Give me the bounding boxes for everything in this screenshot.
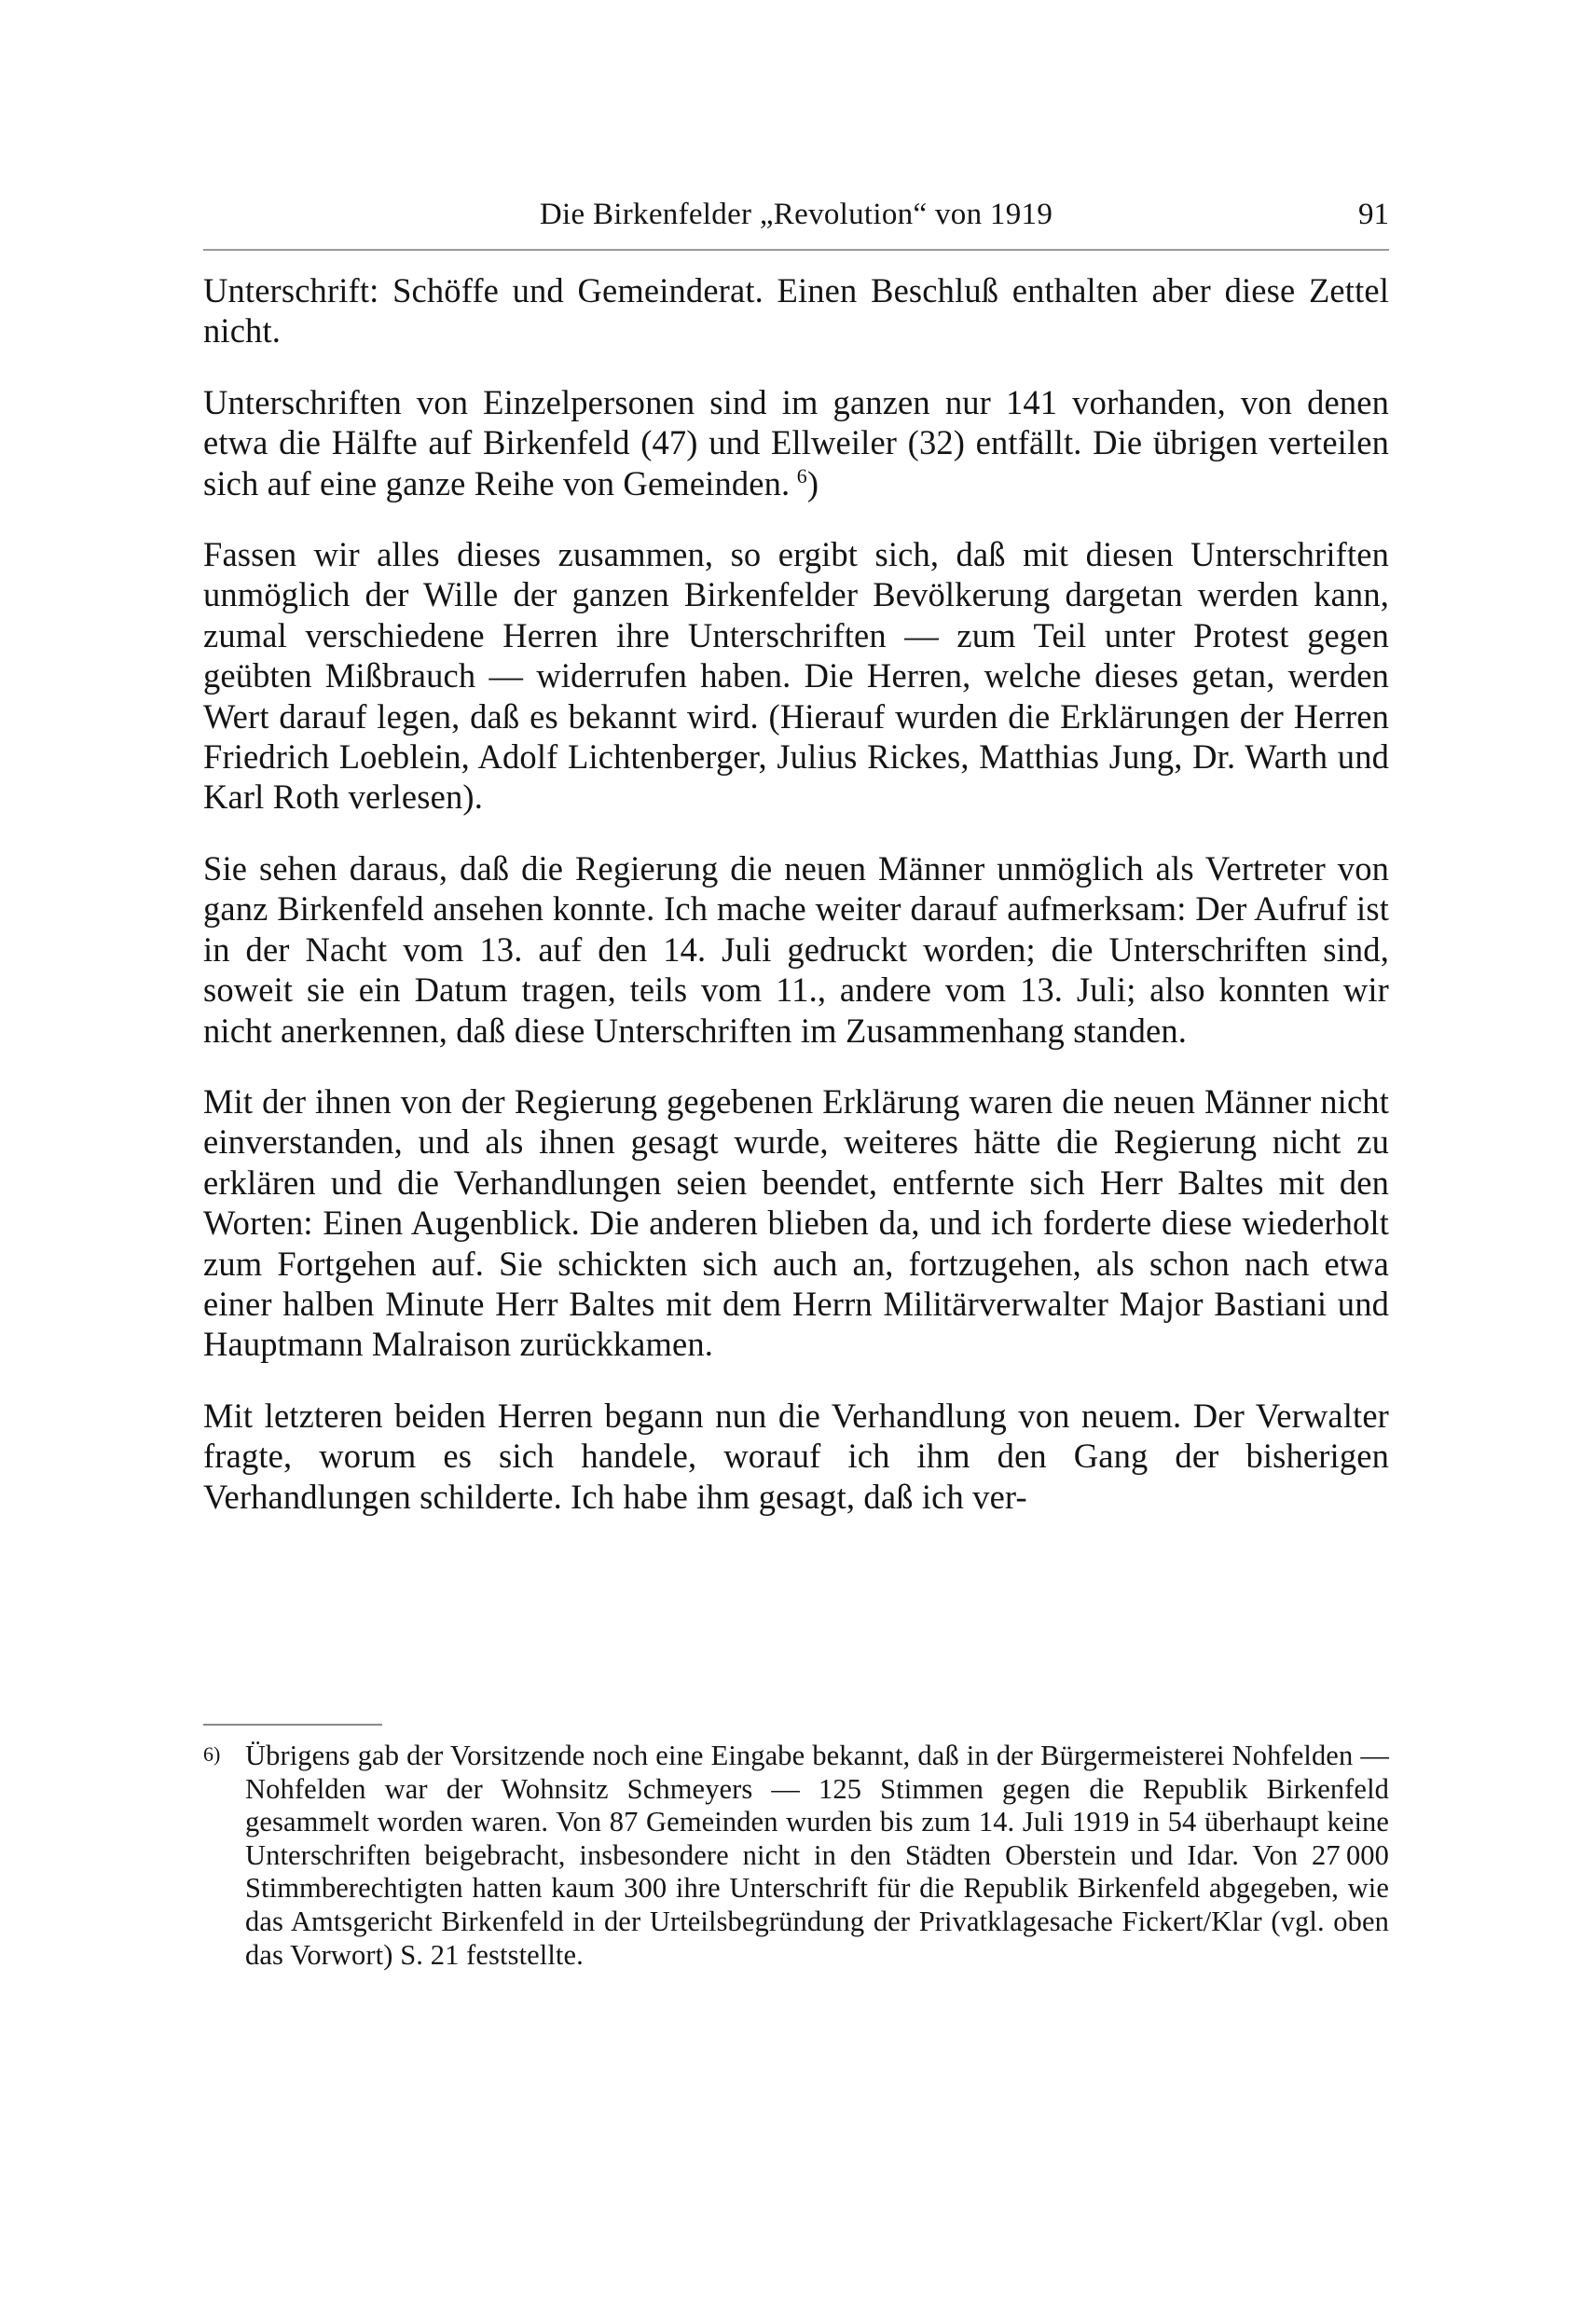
paragraph-2-text: Unterschriften von Einzelpersonen sind im ganzen nur 141 vorhanden, von denen etwa die Hälfte auf Birkenfeld (47) und Ellweiler (32) entfällt. Die übrigen verteilen sich auf eine ganze Reihe von Gemeinden. <box>203 382 1389 502</box>
header-rule <box>203 249 1389 251</box>
paragraph-4-text: Sie sehen daraus, daß die Regierung die neuen Männer unmöglich als Vertreter von ganz Birkenfeld ansehen konnte. Ich mache weiter darauf aufmerksam: Der Aufruf ist in der Nacht vom 13. auf den 14. Juli gedruckt worden; die Unterschriften sind, soweit sie ein Datum tragen, teils vom 11., andere vom 13. Juli; also konnten wir nicht anerkennen, daß diese Unterschriften im Zusammenhang standen. <box>203 848 1389 1050</box>
footnote-reference-6: 6 <box>796 463 807 488</box>
paragraph-1 <box>203 270 1389 351</box>
paragraph-6 <box>203 1396 1389 1517</box>
paragraph-4 <box>203 848 1389 1051</box>
paragraph-6-text: Mit letzteren beiden Herren begann nun die Verhandlung von neuem. Der Verwalter fragte, worum es sich handele, worauf ich ihm den Gang der bisherigen Verhandlungen schilderte. Ich habe ihm gesagt, daß ich ver- <box>203 1396 1389 1516</box>
footnote-text: Übrigens gab der Vorsitzende noch eine Eingabe bekannt, daß in der Bürgermeisterei Nohfelden — Nohfelden war der Wohnsitz Schmeyers — 125 Stimmen gegen die Republik Birkenfeld gesammelt worden waren. Von 87 Gemeinden wurden bis zum 14. Juli 1919 in 54 überhaupt keine Unterschriften beigebracht, insbesondere nicht in den Städten Oberstein und Idar. Von 27 000 Stimmberechtigten hatten kaum 300 ihre Unterschrift für die Republik Birkenfeld abgegeben, wie das Amtsgericht Birkenfeld in der Urteilsbegründung der Privatklagesache Fickert/Klar (vgl. oben das Vorwort) S. 21 feststellte. <box>245 1740 1389 1971</box>
paragraph-3-text: Fassen wir alles dieses zusammen, so ergibt sich, daß mit diesen Unterschriften unmöglich der Wille der ganzen Birkenfelder Bevölkerung dargetan werden kann, zumal verschiedene Herren ihre Unterschriften — zum Teil unter Protest gegen geübten Mißbrauch — widerrufen haben. Die Herren, welche dieses getan, werden Wert darauf legen, daß es bekannt wird. (Hierauf wurden die Erklärungen der Herren Friedrich Loeblein, Adolf Lichtenberger, Julius Rickes, Matthias Jung, Dr. Warth und Karl Roth verlesen). <box>203 535 1389 817</box>
running-title: Die Birkenfelder „Revolution“ von 1919 <box>539 198 1053 231</box>
footnote-rule <box>203 1724 382 1726</box>
footnote-marker-number: 6 <box>203 1742 213 1766</box>
footnote-marker <box>203 1741 220 1768</box>
paragraph-2 <box>203 382 1389 503</box>
footnote-reference-close: ) <box>806 463 819 502</box>
page-number: 91 <box>1358 198 1389 231</box>
paragraph-5-text: Mit der ihnen von der Regierung gegebenen Erklärung waren die neuen Männer nicht einverstanden, und als ihnen gesagt wurde, weiteres hätte die Regierung nicht zu erklären und die Verhandlungen seien beendet, entfernte sich Herr Baltes mit den Worten: Einen Augenblick. Die anderen blieben da, und ich forderte diese wiederholt zum Fortgehen auf. Sie schickten sich auch an, fortzugehen, als schon nach etwa einer halben Minute Herr Baltes mit dem Herrn Militärverwalter Major Bastiani und Hauptmann Malraison zurückkamen. <box>203 1081 1389 1364</box>
body-text <box>203 270 1389 1517</box>
footnote-6 <box>203 1740 1389 1972</box>
paragraph-3 <box>203 534 1389 818</box>
footnote-marker-close: ) <box>213 1742 221 1766</box>
running-header <box>203 192 1389 237</box>
paragraph-5 <box>203 1081 1389 1365</box>
paragraph-1-text: Unterschrift: Schöffe und Gemeinderat. Einen Beschluß enthalten aber diese Zettel nicht. <box>203 271 1389 351</box>
